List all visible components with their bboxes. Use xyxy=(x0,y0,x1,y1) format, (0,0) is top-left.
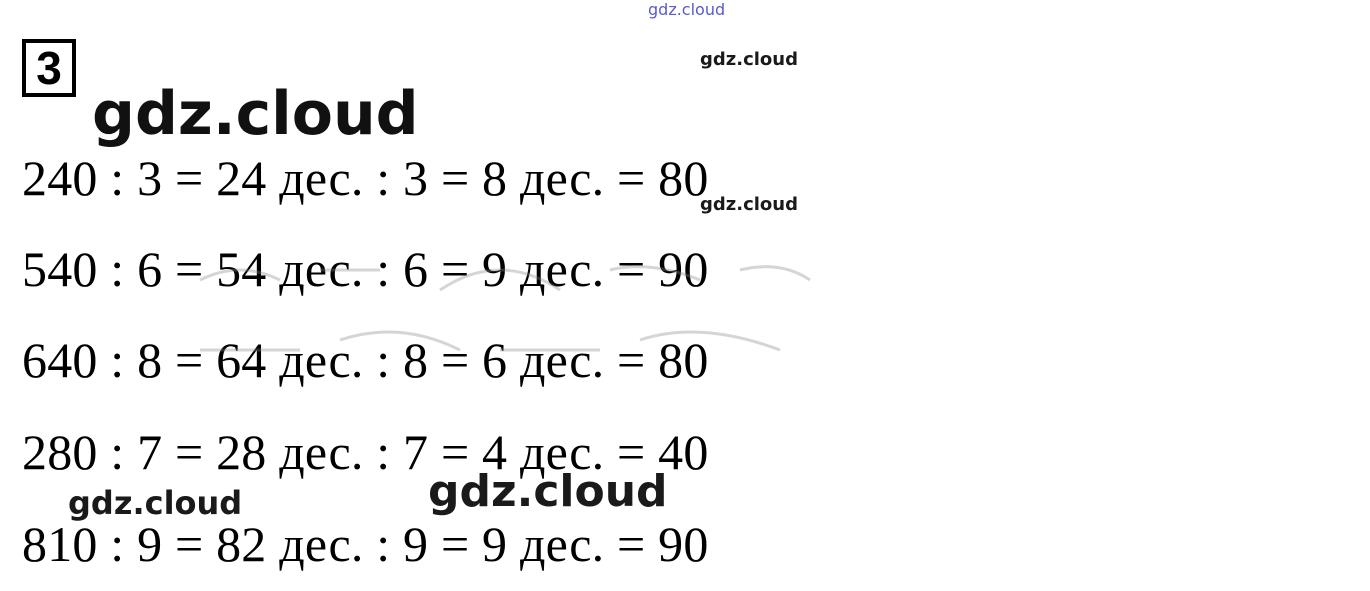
equation-line-3: 640 : 8 = 64 дес. : 8 = 6 дес. = 80 xyxy=(22,332,709,388)
watermark-small-top: gdz.cloud xyxy=(700,49,798,70)
task-number-box xyxy=(22,39,76,97)
watermark-large: gdz.cloud xyxy=(92,79,419,149)
task-number: 3 xyxy=(36,42,62,94)
watermark-top-link[interactable]: gdz.cloud xyxy=(648,0,726,19)
watermark-bottom-mid: gdz.cloud xyxy=(428,466,668,517)
equation-line-4: 280 : 7 = 28 дес. : 7 = 4 дес. = 40 xyxy=(22,424,709,480)
equation-line-5: 810 : 9 = 82 дес. : 9 = 9 дес. = 90 xyxy=(22,516,709,572)
equation-line-1: 240 : 3 = 24 дес. : 3 = 8 дес. = 80 xyxy=(22,150,709,206)
watermark-small-mid: gdz.cloud xyxy=(700,194,798,215)
watermark-bottom-left: gdz.cloud xyxy=(68,484,243,522)
equation-line-2: 540 : 6 = 54 дес. : 6 = 9 дес. = 90 xyxy=(22,241,709,297)
watermark-ghost-strokes xyxy=(180,250,820,370)
